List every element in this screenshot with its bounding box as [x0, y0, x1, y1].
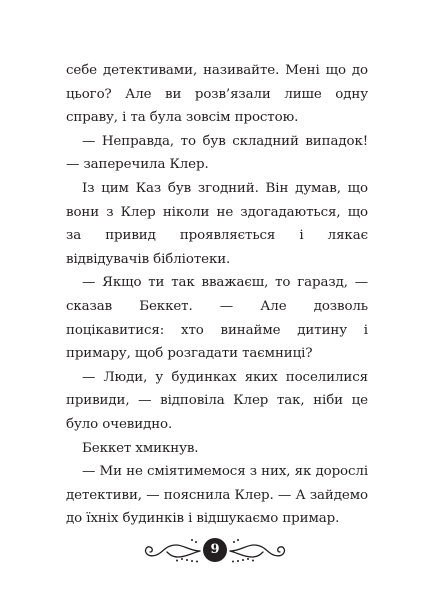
page-footer [140, 533, 290, 569]
page-number-badge: 9 [203, 538, 227, 562]
paragraph-7: — Ми не сміятимемося з них, як дорослі детективи, — пояснила Клер. — А зайдемо до їхніх будинків і відшукаємо примар. [66, 464, 368, 527]
paragraph-3: Із цим Каз був згодний. Він думав, що вони з Клер ніколи не здогадаються, що за привид проявляється і лякає відвідувачів бібліотеки. [66, 180, 368, 267]
body-text [66, 59, 368, 531]
paragraph-1: себе детективами, називайте. Мені що до цього? Але ви розв’язали лише одну справу, і та була зовсім простою. [66, 63, 368, 126]
paragraph-2: — Неправда, то був складний випадок! — заперечила Клер. [66, 133, 368, 173]
paragraph-4: — Якщо ти так вважаєш, то гаразд, — сказав Беккет. — Але дозволь поцікавитися: хто винайме дитину і примару, щоб розгадати таємниці? [66, 275, 368, 362]
paragraph-5: — Люди, у будинках яких поселилися привиди, — відповіла Клер так, ніби це було очевидно. [66, 369, 368, 432]
paragraph-6: Беккет хмикнув. [82, 440, 199, 456]
